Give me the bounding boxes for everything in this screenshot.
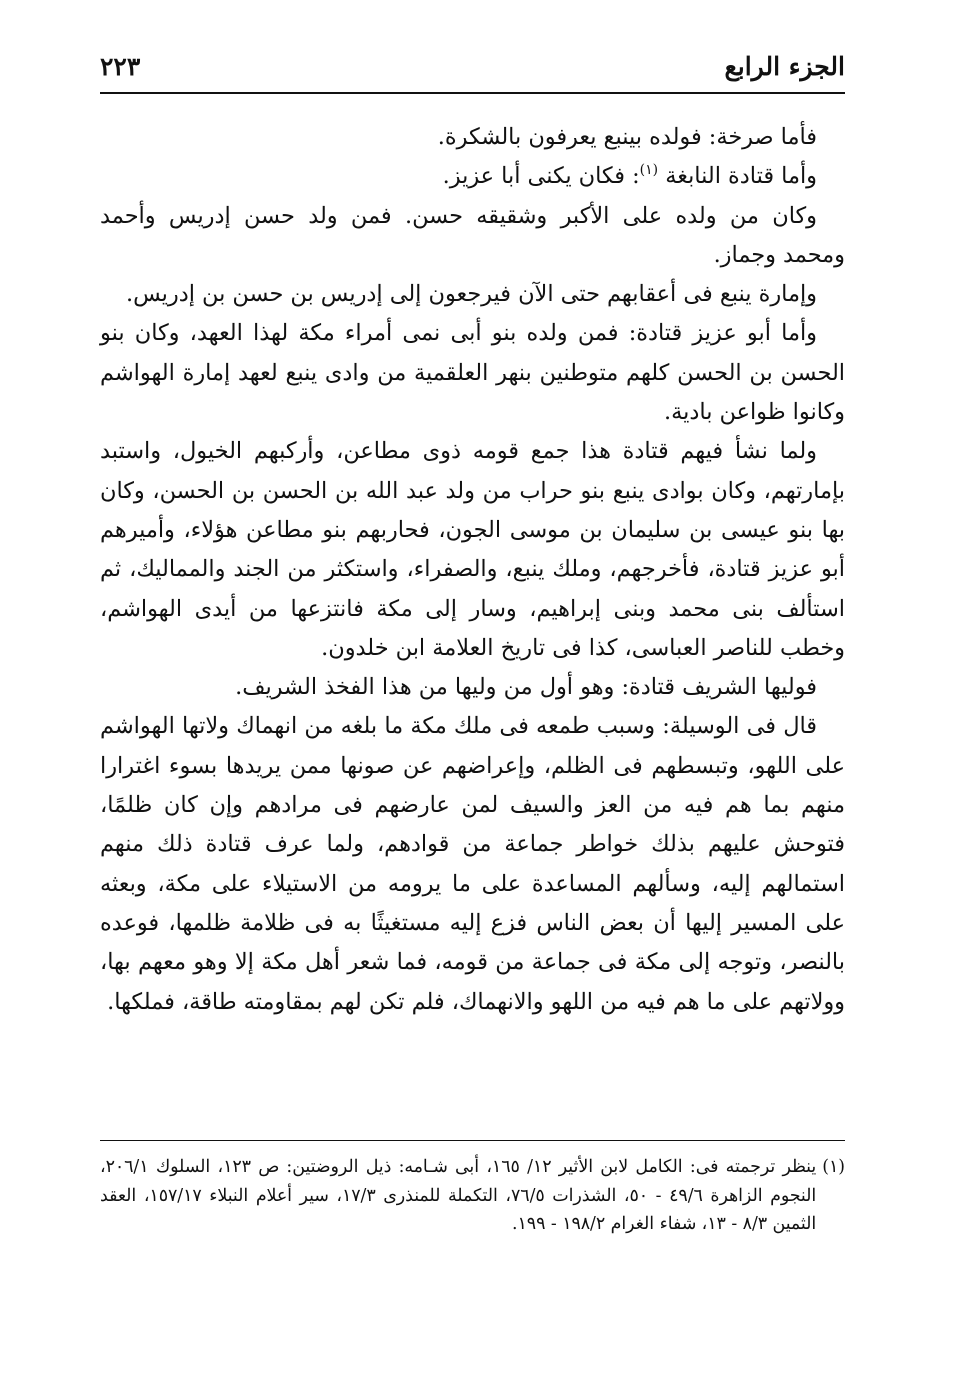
paragraph: فأما صرخة: فولده بينبع يعرفون بالشكرة. [437, 124, 817, 150]
paragraph: قال فى الوسيلة: وسبب طمعه فى ملك مكة ما بلغه من انهماك ولاتها الهواشم على اللهو، وتبسطهم فى الظلم، وإعراضهم عن صونها ممن يريدها بسوء اغترارا منهم بما هم فيه من العز والسيف لمن عارضهم فى مرادهم وإن كان ظلمًا، فتوحش عليهم بذلك خواطر جماعة من قوادهم، ولما عرف قتادة ذلك منهم استمالهم إليه، وسألهم المساعدة على ما يرومه من الاستيلاء على مكة، وبعثه على المسير إليها أن بعض الناس فزع إليه مستغيثًا به فى ظلامة ظلمها، فوعده بالنصر، وتوجه إلى مكة فى جماعة من قومه، فما شعر أهل مكة إلا وهو معهم بها، وولاتهم على ما هم فيه من اللهو والانهماك، فلم تكن لهم بمقاومته طاقة، فملكها. [100, 713, 845, 1015]
paragraph: وأما أبو عزيز قتادة: فمن ولده بنو أبى نمى أمراء مكة لهذا العهد، وكان بنو الحسن بن الحسن كلهم متوطنين بنهر العلقمية من وادى ينبع لعهد إمارة الهواشم وكانوا ظواعن بادية. [100, 320, 845, 426]
paragraph-text: وأما قتادة النابغة [665, 163, 817, 190]
main-text [100, 118, 845, 1022]
paragraph: وكان من ولده على الأكبر وشقيقه حسن. فمن ولد حسن إدريس وأحمد ومحمد وجماز. [100, 202, 845, 268]
paragraph-with-footnote [100, 157, 845, 196]
paragraph: ولما نشأ فيهم قتادة هذا جمع قومه ذوى مطاعن، وأركبهم الخيول، واستبد بإمارتهم، وكان بوادى ينبع بنو حراب من ولد عبد الله بن الحسن بن الحسن، وكان بها بنو عيسى بن سليمان بن موسى الجون، فحاربهم بنو مطاعن هؤلاء، وأميرهم أبو عزيز قتادة، فأخرجهم، وملك ينبع، والصفراء، واستكثر من الجند والمماليك، ثم استألف بنى محمد وبنى إبراهيم، وسار إلى مكة فانتزعها من أيدى الهواشم، وخطب للناصر العباسى، كذا فى تاريخ العلامة ابن خلدون. [100, 438, 845, 661]
running-header [100, 48, 845, 94]
footnote-reference[interactable]: (١) [639, 162, 659, 179]
footnote-mark: (١) [822, 1157, 845, 1177]
footnote [100, 1153, 845, 1239]
paragraph-text: : فكان يكنى أبا عزيز. [442, 163, 640, 190]
page-number: ٢٢٣ [100, 52, 141, 81]
footnotes-section [100, 1140, 845, 1239]
paragraph: وإمارة ينبع فى أعقابهم حتى الآن فيرجعون إلى إدريس بن حسن بن إدريس. [126, 281, 817, 308]
footnote-text: ينظر ترجمته فى: الكامل لابن الأثير ١٢/ ١٦٥، أبى شـامه: ذيل الروضتين: ص ١٢٣، السلوك ٢٠٦/١، النجوم الزاهرة ٤٩/٦ - ٥٠، الشذرات ٧٦/٥، التكملة للمنذرى ١٧/٣، سير أعلام النبلاء ١٥٧/١٧، العقد الثمين ٨/٣ - ١٣، شفاء الغرام ١٩٨/٢ - ١٩٩. [100, 1157, 817, 1234]
running-title: الجزء الرابع [724, 52, 845, 81]
paragraph: فوليها الشريف قتادة: وهو أول من وليها من هذا الفخذ الشريف. [235, 674, 817, 701]
